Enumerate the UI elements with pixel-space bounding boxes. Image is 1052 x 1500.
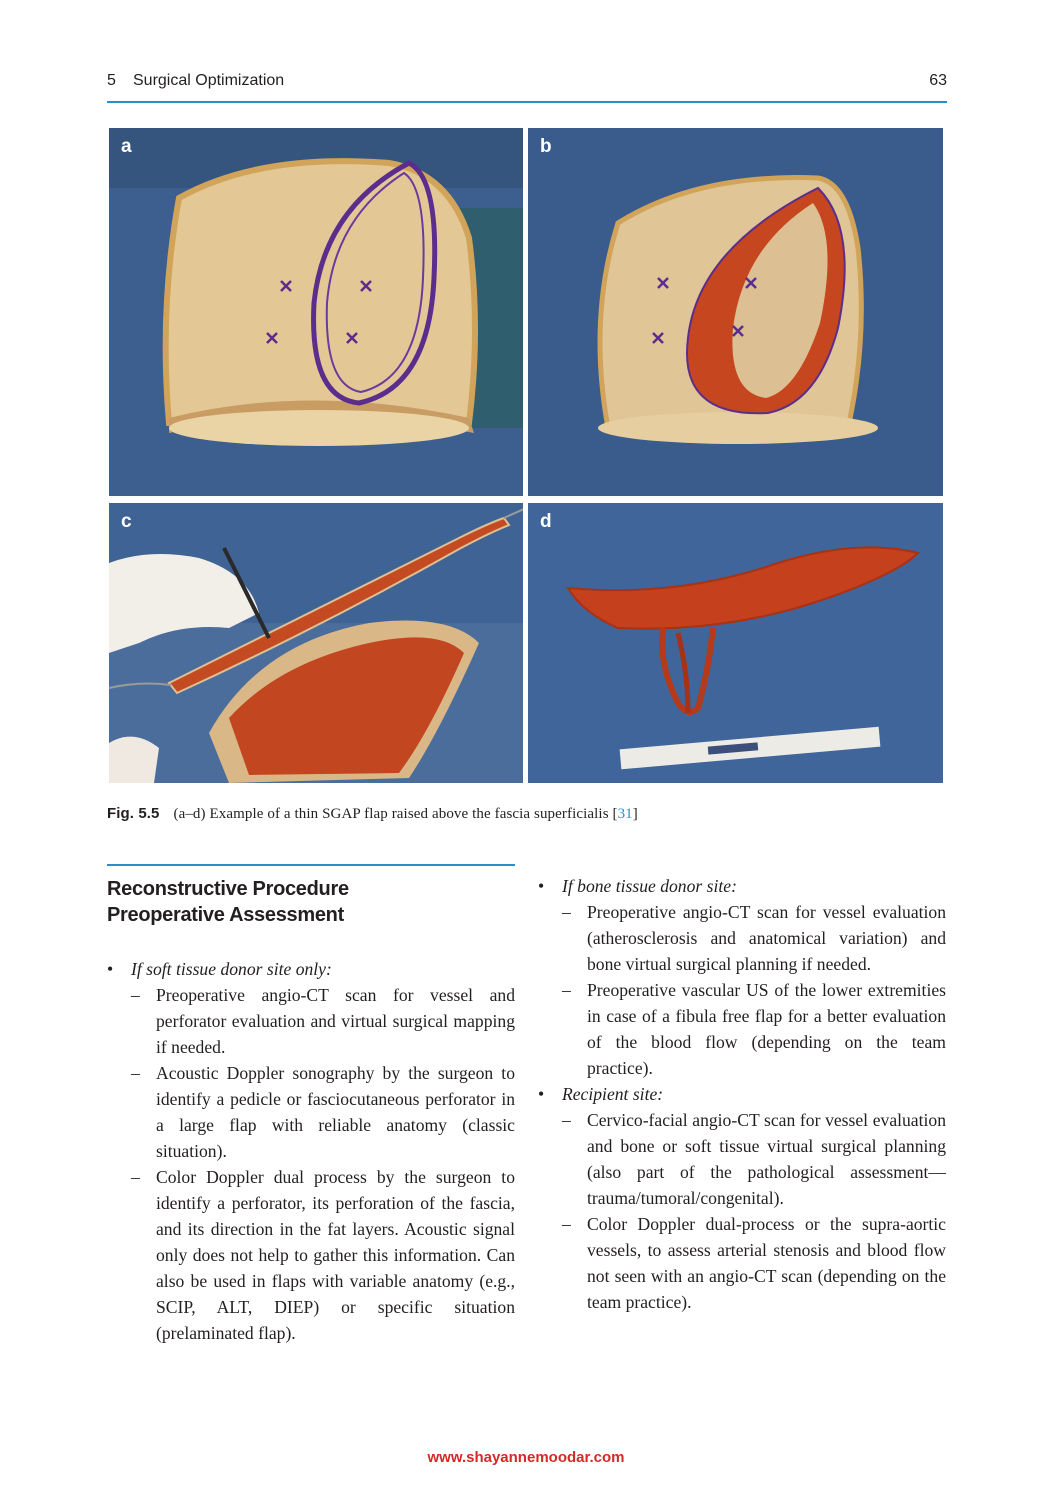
header-rule xyxy=(107,101,947,103)
running-header xyxy=(107,72,947,94)
left-column xyxy=(107,956,515,1346)
section-heading xyxy=(107,876,517,928)
panel-a-photo xyxy=(109,128,523,496)
panel-b-photo xyxy=(528,128,943,496)
dash-icon: – xyxy=(131,1063,140,1083)
panel-label-b: b xyxy=(540,136,552,157)
figure-panel-d xyxy=(528,503,943,783)
figure-panel-a xyxy=(109,128,523,496)
dash-icon: – xyxy=(562,980,571,1000)
dash-text: Preoperative angio-CT scan for vessel and perforator evaluation and virtual surgical mapping if needed. xyxy=(156,985,515,1057)
figure-caption xyxy=(107,805,947,823)
chapter-number: 5 xyxy=(107,72,116,89)
dash-item xyxy=(538,899,946,977)
bullet-text: If soft tissue donor site only: xyxy=(131,959,332,979)
caption-text: (a–d) Example of a thin SGAP flap raised above the fascia superficialis [ xyxy=(173,806,618,822)
dash-text: Color Doppler dual process by the surgeon to identify a perforator, its perforation of the fascia, and its direction in the fat layers. Acoustic signal only does not help to gather this information. Can also be used in flaps with variable anatomy (e.g., SCIP, ALT, DIEP) or specific situation (prelaminated flap). xyxy=(156,1167,515,1343)
bullet-item xyxy=(538,873,946,899)
panel-label-a: a xyxy=(121,136,132,157)
figure-label: Fig. 5.5 xyxy=(107,805,160,822)
dash-text: Acoustic Doppler sonography by the surgeon to identify a pedicle or fasciocutaneous perforator in a large flap with reliable anatomy (classic situation). xyxy=(156,1063,515,1161)
dash-item xyxy=(107,1060,515,1164)
dash-item xyxy=(107,982,515,1060)
section-rule xyxy=(107,864,515,866)
dash-text: Color Doppler dual-process or the supra-aortic vessels, to assess arterial stenosis and blood flow not seen with an angio-CT scan (depending on the team practice). xyxy=(587,1214,946,1312)
panel-c-photo xyxy=(109,503,523,783)
section-heading-line-1: Reconstructive Procedure xyxy=(107,878,349,900)
dash-icon: – xyxy=(562,902,571,922)
dash-item xyxy=(538,977,946,1081)
bullet-icon: • xyxy=(538,1084,545,1104)
dash-item xyxy=(538,1211,946,1315)
dash-text: Cervico-facial angio-CT scan for vessel evaluation and bone or soft tissue virtual surgical planning (also part of the pathological assessment—trauma/tumoral/congenital). xyxy=(587,1110,946,1208)
panel-label-c: c xyxy=(121,511,132,532)
dash-icon: – xyxy=(562,1110,571,1130)
reference-link[interactable]: 31 xyxy=(617,806,633,822)
panel-d-photo xyxy=(528,503,943,783)
section-heading-line-2: Preoperative Assessment xyxy=(107,904,344,926)
dash-icon: – xyxy=(131,985,140,1005)
chapter-title: Surgical Optimization xyxy=(133,72,285,89)
caption-close: ] xyxy=(632,806,638,822)
bullet-icon: • xyxy=(107,959,114,979)
bullet-item xyxy=(538,1081,946,1107)
right-column xyxy=(538,873,946,1315)
figure-panel-b xyxy=(528,128,943,496)
footer-url-link[interactable]: www.shayannemoodar.com xyxy=(427,1449,625,1466)
dash-icon: – xyxy=(562,1214,571,1234)
figure-panel-c xyxy=(109,503,523,783)
bullet-icon: • xyxy=(538,876,545,896)
dash-item xyxy=(107,1164,515,1346)
dash-text: Preoperative vascular US of the lower extremities in case of a fibula free flap for a better evaluation of the blood flow (depending on the team practice). xyxy=(587,980,946,1078)
panel-label-d: d xyxy=(540,511,552,532)
dash-icon: – xyxy=(131,1167,140,1187)
dash-item xyxy=(538,1107,946,1211)
bullet-item xyxy=(107,956,515,982)
page-number: 63 xyxy=(929,72,947,89)
bullet-text: Recipient site: xyxy=(562,1084,664,1104)
dash-text: Preoperative angio-CT scan for vessel evaluation (atherosclerosis and anatomical variation) and bone virtual surgical planning if needed. xyxy=(587,902,946,974)
bullet-text: If bone tissue donor site: xyxy=(562,876,737,896)
